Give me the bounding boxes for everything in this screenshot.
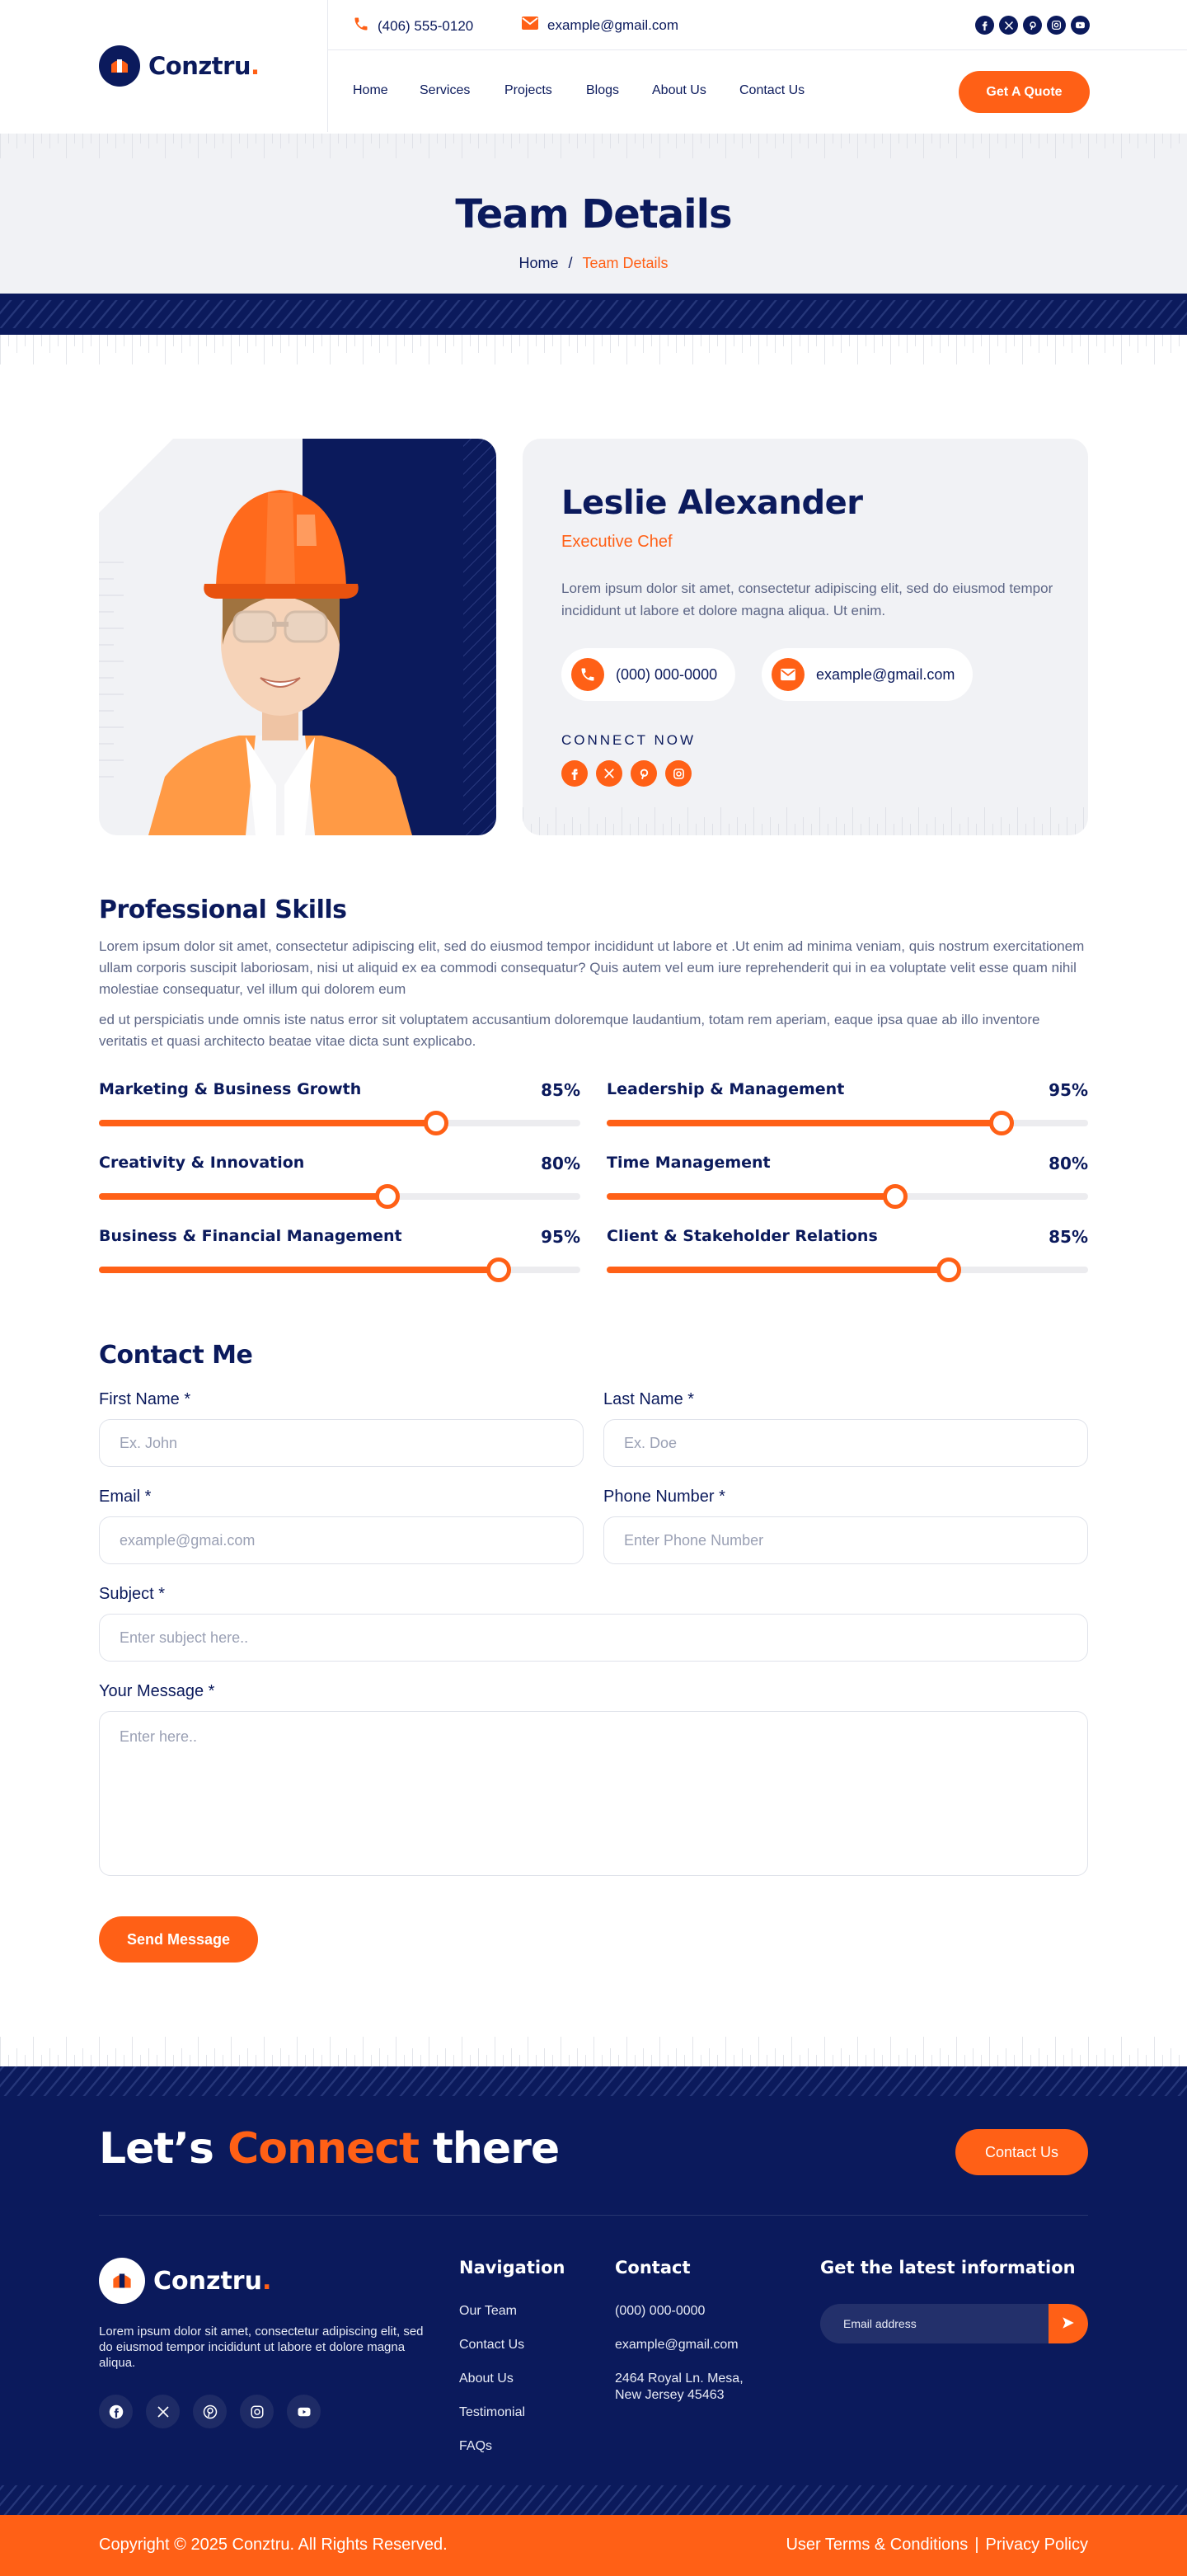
newsletter-form (820, 2304, 1088, 2343)
instagram-icon[interactable] (240, 2395, 274, 2428)
contact-title: Contact Me (99, 1341, 253, 1370)
skill-progress-track (99, 1193, 580, 1200)
main-nav (328, 50, 1187, 133)
footer-stripe-bottom (0, 2485, 1187, 2515)
skill-item (99, 1154, 580, 1211)
nav-about-us[interactable]: About Us (652, 83, 706, 97)
legal-separator: | (974, 2536, 979, 2554)
breadcrumb-home[interactable]: Home (518, 255, 559, 271)
skill-name: Leadership & Management (607, 1080, 845, 1098)
skills-title: Professional Skills (99, 895, 347, 924)
footer-contact-phone[interactable]: (000) 000-0000 (615, 2304, 706, 2318)
get-a-quote-button[interactable]: Get A Quote (959, 71, 1090, 113)
newsletter-title: Get the latest information (820, 2258, 1076, 2278)
connect-now-label: CONNECT NOW (561, 732, 697, 748)
footer-ruler-decoration (0, 2037, 1187, 2066)
footer-contact-title: Contact (615, 2258, 691, 2278)
footer-contact-address-line2: New Jersey 45463 (615, 2388, 725, 2402)
site-header (0, 0, 1187, 134)
skill-percent: 85% (541, 1080, 580, 1100)
skill-progress-fill (99, 1193, 387, 1200)
card-ruler-decoration (523, 802, 1088, 835)
footer-link-testimonial[interactable]: Testimonial (459, 2405, 526, 2419)
logo-text: Conztru. (148, 52, 260, 80)
header-phone-text: (406) 555-0120 (378, 17, 474, 34)
nav-contact-us[interactable]: Contact Us (739, 83, 805, 97)
phone-number-label: Phone Number * (603, 1488, 725, 1506)
footer-logo[interactable] (99, 2258, 271, 2304)
youtube-icon[interactable] (287, 2395, 321, 2428)
privacy-link[interactable]: Privacy Policy (985, 2536, 1088, 2554)
skill-percent: 80% (541, 1154, 580, 1173)
footer-navigation-title: Navigation (459, 2258, 565, 2278)
member-phone-pill[interactable] (561, 648, 735, 701)
footer-socials (99, 2395, 321, 2428)
breadcrumb-current: Team Details (582, 255, 669, 271)
footer-contact-email[interactable]: example@gmail.com (615, 2338, 739, 2352)
newsletter-submit-button[interactable] (1049, 2304, 1088, 2343)
phone-icon (571, 658, 604, 691)
email-input[interactable] (99, 1516, 584, 1564)
phone-icon (353, 16, 369, 36)
subject-label: Subject * (99, 1585, 166, 1603)
logo-cell (0, 0, 328, 132)
nav-home[interactable]: Home (353, 83, 388, 97)
skill-name: Business & Financial Management (99, 1227, 402, 1245)
skill-progress-fill (607, 1267, 949, 1273)
footer-divider (99, 2215, 1088, 2216)
facebook-icon[interactable] (975, 16, 994, 35)
message-label: Your Message * (99, 1682, 215, 1700)
skill-progress-knob (486, 1257, 511, 1282)
skills-paragraph-1: Lorem ipsum dolor sit amet, consectetur adipiscing elit, sed do eiusmod tempor incididunt ut labore et .Ut enim ad minima veniam, quis nostrum exercitationem ullam corporis suscipit laboriosam, nisi ut aliquid ex ea commodi consequatur? Quis autem vel eum iure reprehenderit qui in ea voluptate velit esse quam nihil molestiae consequatur, vel illum qui dolorem eum (99, 938, 1085, 997)
member-phone-text: (000) 000-0000 (616, 665, 718, 683)
skill-name: Time Management (607, 1154, 771, 1172)
footer-stripe-top (0, 2066, 1187, 2096)
skill-progress-track (607, 1120, 1088, 1126)
skill-progress-track (607, 1267, 1088, 1273)
copyright-text: Copyright © 2025 Conztru. All Rights Reserved. (99, 2536, 448, 2554)
skill-progress-track (607, 1193, 1088, 1200)
mail-icon (521, 16, 539, 35)
skill-percent: 95% (541, 1227, 580, 1247)
skill-progress-knob (883, 1184, 908, 1209)
nav-blogs[interactable]: Blogs (586, 83, 620, 97)
pinterest-icon[interactable] (193, 2395, 227, 2428)
skill-percent: 80% (1049, 1154, 1088, 1173)
terms-link[interactable]: User Terms & Conditions (786, 2536, 969, 2554)
skill-item (99, 1227, 580, 1285)
last-name-input[interactable] (603, 1419, 1088, 1467)
skill-progress-knob (989, 1111, 1014, 1135)
page-banner (0, 134, 1187, 294)
member-email-pill[interactable] (762, 648, 973, 701)
pinterest-icon[interactable] (631, 760, 657, 787)
site-logo[interactable] (99, 45, 260, 87)
header-email[interactable] (521, 16, 678, 35)
skill-progress-track (99, 1267, 580, 1273)
site-footer (0, 2066, 1187, 2515)
member-bio: Lorem ipsum dolor sit amet, consectetur adipiscing elit, sed do eiusmod tempor incididunt ut labore et dolore magna aliqua. Ut enim. (561, 581, 1053, 618)
footer-link-our-team[interactable]: Our Team (459, 2304, 517, 2318)
skill-name: Client & Stakeholder Relations (607, 1227, 878, 1245)
footer-contact-address-line1: 2464 Royal Ln. Mesa, (615, 2372, 744, 2386)
worker-portrait (99, 439, 496, 835)
skill-percent: 95% (1049, 1080, 1088, 1100)
ruler-decoration (0, 134, 1187, 158)
last-name-label: Last Name * (603, 1390, 695, 1408)
subject-input[interactable] (99, 1614, 1088, 1662)
youtube-icon[interactable] (1071, 16, 1090, 35)
copyright-bar (0, 2515, 1187, 2576)
first-name-input[interactable] (99, 1419, 584, 1467)
nav-services[interactable]: Services (420, 83, 471, 97)
footer-link-faqs[interactable]: FAQs (459, 2439, 493, 2453)
member-socials (561, 760, 692, 787)
instagram-icon[interactable] (1047, 16, 1066, 35)
footer-link-about-us[interactable]: About Us (459, 2372, 514, 2386)
striped-band (0, 294, 1187, 335)
top-bar (328, 0, 1187, 50)
first-name-label: First Name * (99, 1390, 191, 1408)
pinterest-icon[interactable] (1023, 16, 1042, 35)
message-textarea[interactable] (99, 1711, 1088, 1876)
footer-logo-text: Conztru. (153, 2266, 272, 2296)
skill-progress-knob (375, 1184, 400, 1209)
header-email-text: example@gmail.com (547, 16, 678, 33)
skill-progress-knob (936, 1257, 961, 1282)
header-phone[interactable] (353, 16, 473, 36)
breadcrumb (0, 255, 1187, 272)
skill-progress-fill (99, 1120, 436, 1126)
logo-mark-icon (99, 2258, 145, 2304)
skill-progress-fill (607, 1120, 1002, 1126)
skill-name: Creativity & Innovation (99, 1154, 305, 1172)
member-name: Leslie Alexander (561, 484, 863, 522)
page-title: Team Details (455, 191, 732, 237)
footer-link-contact-us[interactable]: Contact Us (459, 2338, 525, 2352)
skill-item (607, 1154, 1088, 1211)
skill-progress-fill (607, 1193, 895, 1200)
skill-item (607, 1080, 1088, 1138)
facebook-icon[interactable] (561, 760, 588, 787)
header-socials (975, 16, 1090, 35)
skill-item (99, 1080, 580, 1138)
skill-name: Marketing & Business Growth (99, 1080, 362, 1098)
x-icon[interactable] (146, 2395, 180, 2428)
skill-progress-track (99, 1120, 580, 1126)
phone-number-input[interactable] (603, 1516, 1088, 1564)
mail-icon (772, 658, 805, 691)
newsletter-email-input[interactable] (820, 2304, 1049, 2343)
ruler-decoration-2 (0, 335, 1187, 368)
email-label: Email * (99, 1488, 152, 1506)
member-email-text: example@gmail.com (816, 665, 955, 683)
send-message-button[interactable]: Send Message (99, 1916, 258, 1963)
team-member-info-card (523, 439, 1088, 835)
skill-progress-fill (99, 1267, 499, 1273)
legal-links (786, 2536, 1088, 2555)
skill-progress-knob (424, 1111, 448, 1135)
footer-about-text: Lorem ipsum dolor sit amet, consectetur adipiscing elit, sed do eiusmod tempor incididunt ut labore et dolore magna aliqua. (99, 2325, 424, 2370)
facebook-icon[interactable] (99, 2395, 133, 2428)
member-role: Executive Chef (561, 533, 673, 551)
footer-contact-us-button[interactable]: Contact Us (955, 2129, 1088, 2175)
skill-item (607, 1227, 1088, 1285)
logo-mark-icon (99, 45, 140, 87)
instagram-icon[interactable] (665, 760, 692, 787)
x-icon[interactable] (999, 16, 1018, 35)
skills-paragraph-2: ed ut perspiciatis unde omnis iste natus error sit voluptatem accusantium doloremque laudantium, totam rem aperiam, eaque ipsa quae ab illo inventore veritatis et quasi architecto beatae vitae dicta sunt explicabo. (99, 1012, 1040, 1049)
skill-percent: 85% (1049, 1227, 1088, 1247)
breadcrumb-separator: / (568, 255, 573, 271)
send-arrow-icon (1061, 2315, 1076, 2333)
nav-projects[interactable]: Projects (504, 83, 552, 97)
team-member-photo (99, 439, 496, 835)
x-icon[interactable] (596, 760, 622, 787)
footer-cta-heading: Let’s Connect there (99, 2124, 560, 2174)
